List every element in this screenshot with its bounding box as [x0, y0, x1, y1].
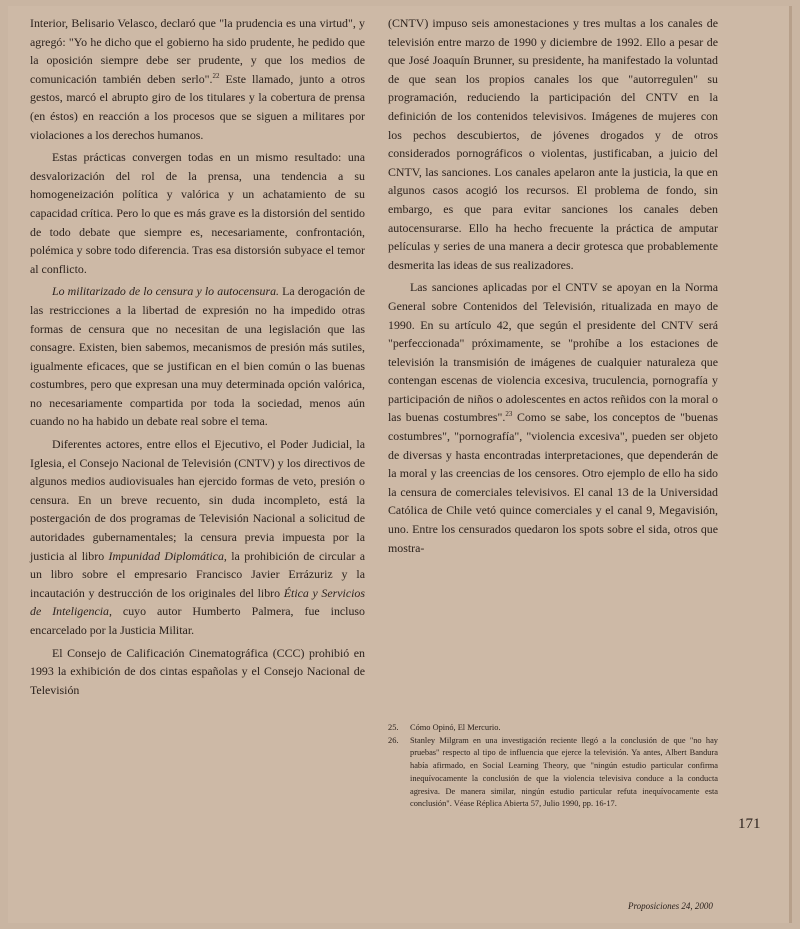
paragraph: (CNTV) impuso seis amonestaciones y tres multas a los canales de televisión entre marzo de 1990 y diciembre de 1992. Ello a pesar de que José Joaquín Brunner, su presidente, ha manifestado la voluntad de que sean los propios canales los que "autorregulen" su programación, reduciendo la participación del CNTV en la definición de los contenidos televisivos. Imágenes de mujeres con los pechos descubiertos, de jóvenes drogados y de otros considerados pornográficos o violentas, justificaban, a juicio del CNTV, las sanciones. Los canales apelaron ante la justicia, la que en algunos casos acogió los recursos. El problema de fondo, sin embargo, es que para evitar sanciones los canales deben autocensurarse. Ello ha hecho frecuente la práctica de amputar películas y series de una manera a decir grotesca que probablemente desmerita las ideas de sus realizadores.: [388, 16, 718, 272]
footnote-text: Cómo Opinó, El Mercurio.: [410, 723, 501, 732]
footnote: [388, 735, 718, 811]
text-run: Interior, Belisario Velasco, declaró que "la prudencia es una virtud", y agregó: "Yo he dicho que el gobierno ha sido prudente, he pedido que la oposición siempre debe ser prudente, y que los medios de comunicación también deben serlo".: [30, 16, 365, 86]
footnote-ref: 22: [212, 71, 220, 80]
left-column: [30, 14, 365, 699]
footnote-number: 26.: [388, 735, 399, 745]
paragraph: El Consejo de Calificación Cinematográfica (CCC) prohibió en 1993 la exhibición de dos cintas españolas y el Consejo Nacional de Televisión: [30, 645, 365, 697]
paragraph: [30, 14, 365, 144]
running-footer: Proposiciones 24, 2000: [628, 901, 713, 911]
footnote-text: Stanley Milgram en una investigación reciente llegó a la conclusión de que "no hay pruebas" respecto al tipo de influencia que ejerce la televisión. Ya antes, Albert Bandura había afirmado, en Social Learning Theory, que "ningún estudio particular confirma inequívocamente la conclusión de que la violencia televisiva conduce a la conducta agresiva. De manera similar, ningún estudio particular refuta inequívocamente esta conclusión". Véase Réplica Abierta 57, Julio 1990, pp. 16-17.: [410, 735, 718, 809]
footnote-ref: 23: [505, 410, 513, 419]
text-run: La derogación de las restricciones a la libertad de expresión no ha impedido otras formas de censura que no necesitan de una legislación que las consagre. Existen, bien sabemos, mecanismos de presión más sutiles, igualmente eficaces, que se justifican en el bien común o las buenas costumbres, pero que expresan una muy determinada opción valórica, no necesariamente compartida por toda la sociedad, menos aún cuando no ha habido un debate real sobre el tema.: [30, 284, 365, 429]
paragraph: Estas prácticas convergen todas en un mismo resultado: una desvalorización del rol de la prensa, una tendencia a su homogeneización política y valórica y un achatamiento de su capacidad crítica. Pero lo que es más grave es la distorsión del sentido de todo debate que siempre es, necesariamente, confrontación, polémica y sobre todo diferencia. Tras esa distorsión subyace el temor al conflicto.: [30, 150, 365, 276]
book-title: Ética y Servicios de Inteligencia: [30, 585, 366, 619]
paragraph: [388, 278, 718, 557]
text-run: Como se sabe, los conceptos de "buenas costumbres", "pornografía", "violencia excesiva", pueden ser objeto de diversas y hasta encontradas interpretaciones, que dependerán de la moral y las creencias de los censores. Otro ejemplo de ello ha sido la censura de comerciales televisivos. El canal 13 de la Universidad Católica de Chile vetó quince comerciales y el canal 9, Megavisión, uno. Entre los censurados quedaron los spots sobre el sida, otros que mostra-: [388, 410, 718, 555]
text-run: , la prohibición de circular a un libro sobre el empresario Francisco Javier Errázuriz y la incautación y destrucción de los originales del libro: [30, 548, 365, 600]
document-page: [8, 6, 792, 923]
section-subhead: Lo militarizado de lo censura y lo autocensura.: [52, 284, 280, 299]
paragraph: [30, 435, 365, 640]
text-run: , cuyo autor Humberto Palmera, fue incluso encarcelado por la Justicia Militar.: [30, 604, 365, 637]
paragraph: [30, 282, 365, 431]
footnote-number: 25.: [388, 723, 399, 732]
text-run: Este llamado, junto a otros gestos, marcó el abrupto giro de los titulares y la cobertura de prensa (en éstos) en reacción a los procesos que se siguen a militares por violaciones a los derechos humanos.: [30, 71, 365, 142]
page-number: 171: [738, 816, 761, 832]
text-run: Diferentes actores, entre ellos el Ejecutivo, el Poder Judicial, la Iglesia, el Consejo Nacional de Televisión (CNTV) y los directivos de algunos medios audiovisuales han ejercido formas de veto, presión o censura. En un breve recuento, sin duda incompleto, está la postergación de dos programas de Televisión Nacional a solicitud de autoridades gubernamentales; la censura previa impuesta por la justicia al libro: [30, 437, 365, 563]
text-run: Las sanciones aplicadas por el CNTV se apoyan en la Norma General sobre Contenidos del Televisión, ritualizada en mayo de 1990. En su artículo 42, que según el presidente del CNTV será "perfeccionada" próximamente, se "prohíbe a los estaciones de televisión la transmisión de imágenes de cualquier naturaleza que contengan escenas de violencia excesiva, truculencia, pornografía y participación de niños o adolescentes en actos reñidos con la moral o las buenas costumbres".: [388, 280, 718, 425]
right-column: [388, 14, 718, 557]
book-title: Impunidad Diplomática: [108, 548, 224, 563]
footnote: [388, 722, 718, 735]
footnotes: [388, 722, 718, 811]
